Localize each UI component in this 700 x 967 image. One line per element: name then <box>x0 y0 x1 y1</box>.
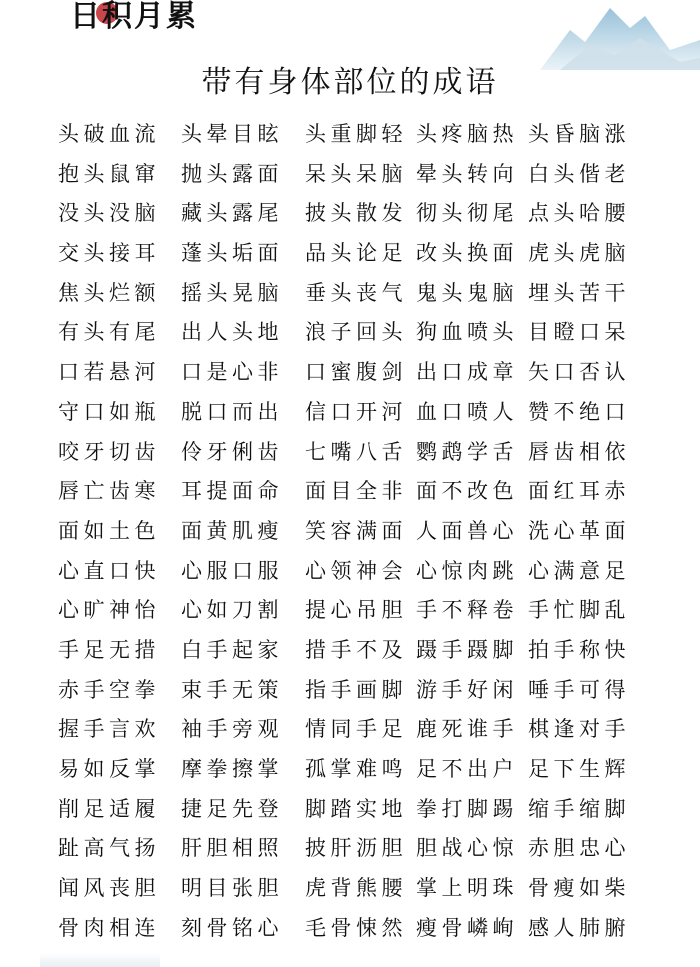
idiom-row <box>0 114 700 154</box>
idiom-item: 毛骨悚然 <box>305 915 407 940</box>
idiom-item: 白手起家 <box>181 637 283 662</box>
idiom-item: 摇头晃脑 <box>181 280 283 305</box>
idiom-item: 伶牙俐齿 <box>181 439 283 464</box>
idiom-item: 唇亡齿寒 <box>58 479 160 504</box>
idiom-item: 头重脚轻 <box>305 122 407 146</box>
idiom-item: 蓬头垢面 <box>181 241 283 266</box>
idiom-row <box>0 352 700 392</box>
idiom-item: 埋头苦干 <box>528 280 630 305</box>
idiom-item: 面黄肌瘦 <box>181 518 283 543</box>
idiom-item: 头昏脑涨 <box>528 122 630 146</box>
idiom-item: 蹑手蹑脚 <box>416 637 518 662</box>
idiom-item: 浪子回头 <box>305 320 407 345</box>
idiom-item: 有头有尾 <box>58 320 160 345</box>
idiom-item: 交头接耳 <box>58 241 160 266</box>
idiom-item: 手足无措 <box>58 637 160 662</box>
idiom-item: 指手画脚 <box>305 677 407 702</box>
idiom-grid <box>0 114 700 947</box>
idiom-item: 头疼脑热 <box>416 122 518 146</box>
idiom-item: 品头论足 <box>305 241 407 266</box>
idiom-item: 虎头虎脑 <box>528 241 630 266</box>
idiom-item: 掌上明珠 <box>416 876 518 901</box>
idiom-item: 摩拳擦掌 <box>181 757 283 781</box>
idiom-item: 趾高气扬 <box>58 836 160 861</box>
idiom-item: 信口开河 <box>305 399 407 424</box>
idiom-item: 足不出户 <box>416 757 518 781</box>
idiom-item: 耳提面命 <box>181 479 283 504</box>
idiom-item: 心旷神怡 <box>58 598 160 623</box>
idiom-item: 彻头彻尾 <box>416 201 518 226</box>
idiom-row <box>0 312 700 352</box>
idiom-item: 削足适履 <box>58 796 160 821</box>
idiom-item: 面红耳赤 <box>528 479 630 504</box>
idiom-item: 面不改色 <box>416 479 518 504</box>
idiom-row <box>0 154 700 194</box>
idiom-item: 咬牙切齿 <box>58 439 160 464</box>
idiom-item: 点头哈腰 <box>528 201 630 226</box>
idiom-item: 棋逢对手 <box>528 717 630 742</box>
idiom-item: 口若悬河 <box>58 360 160 385</box>
idiom-row <box>0 828 700 868</box>
idiom-item: 垂头丧气 <box>305 280 407 305</box>
idiom-row <box>0 392 700 432</box>
idiom-item: 心如刀割 <box>181 598 283 623</box>
idiom-item: 披肝沥胆 <box>305 836 407 861</box>
idiom-row <box>0 709 700 749</box>
idiom-item: 瘦骨嶙峋 <box>416 915 518 940</box>
idiom-item: 狗血喷头 <box>416 320 518 345</box>
idiom-item: 脚踏实地 <box>305 796 407 821</box>
idiom-item: 握手言欢 <box>58 717 160 742</box>
mountain-decoration-icon <box>530 0 700 70</box>
idiom-item: 虎背熊腰 <box>305 876 407 901</box>
idiom-item: 洗心革面 <box>528 518 630 543</box>
idiom-item: 晕头转向 <box>416 161 518 186</box>
idiom-item: 心惊肉跳 <box>416 558 518 583</box>
idiom-row <box>0 590 700 630</box>
idiom-item: 藏头露尾 <box>181 201 283 226</box>
idiom-item: 唾手可得 <box>528 677 630 702</box>
logo-text: 日积月累 <box>70 0 198 34</box>
idiom-item: 肝胆相照 <box>181 836 283 861</box>
idiom-item: 游手好闲 <box>416 677 518 702</box>
idiom-row <box>0 749 700 789</box>
idiom-item: 刻骨铭心 <box>181 915 283 940</box>
idiom-item: 赤胆忠心 <box>528 836 630 861</box>
idiom-item: 情同手足 <box>305 717 407 742</box>
idiom-item: 唇齿相依 <box>528 439 630 464</box>
idiom-item: 手不释卷 <box>416 598 518 623</box>
decorative-fade <box>40 953 160 967</box>
idiom-row <box>0 868 700 908</box>
idiom-item: 口是心非 <box>181 360 283 385</box>
idiom-item: 目瞪口呆 <box>528 320 630 345</box>
idiom-item: 鹿死谁手 <box>416 717 518 742</box>
idiom-item: 拍手称快 <box>528 637 630 662</box>
idiom-item: 口蜜腹剑 <box>305 360 407 385</box>
idiom-item: 手忙脚乱 <box>528 598 630 623</box>
idiom-item: 矢口否认 <box>528 360 630 385</box>
idiom-row <box>0 908 700 948</box>
idiom-item: 没头没脑 <box>58 201 160 226</box>
idiom-item: 捷足先登 <box>181 796 283 821</box>
idiom-item: 明目张胆 <box>181 876 283 901</box>
idiom-item: 面目全非 <box>305 479 407 504</box>
idiom-item: 披头散发 <box>305 201 407 226</box>
idiom-item: 抛头露面 <box>181 161 283 186</box>
idiom-item: 心满意足 <box>528 558 630 583</box>
idiom-item: 笑容满面 <box>305 518 407 543</box>
idiom-row <box>0 273 700 313</box>
idiom-item: 七嘴八舌 <box>305 439 407 464</box>
idiom-item: 心直口快 <box>58 558 160 583</box>
idiom-item: 心领神会 <box>305 558 407 583</box>
idiom-item: 袖手旁观 <box>181 717 283 742</box>
idiom-item: 措手不及 <box>305 637 407 662</box>
idiom-row <box>0 193 700 233</box>
idiom-item: 白头偕老 <box>528 161 630 186</box>
idiom-row <box>0 432 700 472</box>
idiom-item: 人面兽心 <box>416 518 518 543</box>
idiom-item: 赤手空拳 <box>58 677 160 702</box>
idiom-row <box>0 670 700 710</box>
idiom-item: 胆战心惊 <box>416 836 518 861</box>
idiom-item: 拳打脚踢 <box>416 796 518 821</box>
idiom-item: 孤掌难鸣 <box>305 757 407 781</box>
idiom-item: 守口如瓶 <box>58 399 160 424</box>
idiom-item: 面如土色 <box>58 518 160 543</box>
idiom-item: 束手无策 <box>181 677 283 702</box>
idiom-row <box>0 551 700 591</box>
idiom-item: 骨瘦如柴 <box>528 876 630 901</box>
idiom-row <box>0 471 700 511</box>
idiom-item: 出口成章 <box>416 360 518 385</box>
idiom-row <box>0 789 700 829</box>
brand-logo <box>70 0 200 40</box>
idiom-item: 出人头地 <box>181 320 283 345</box>
idiom-item: 焦头烂额 <box>58 280 160 305</box>
idiom-item: 提心吊胆 <box>305 598 407 623</box>
idiom-item: 赞不绝口 <box>528 399 630 424</box>
idiom-item: 脱口而出 <box>181 399 283 424</box>
idiom-item: 头破血流 <box>58 122 160 146</box>
idiom-item: 心服口服 <box>181 558 283 583</box>
idiom-item: 鬼头鬼脑 <box>416 280 518 305</box>
idiom-item: 呆头呆脑 <box>305 161 407 186</box>
idiom-item: 缩手缩脚 <box>528 796 630 821</box>
idiom-item: 感人肺腑 <box>528 915 630 940</box>
idiom-item: 易如反掌 <box>58 757 160 781</box>
idiom-row <box>0 233 700 273</box>
idiom-item: 足下生辉 <box>528 757 630 781</box>
idiom-item: 抱头鼠窜 <box>58 161 160 186</box>
idiom-row <box>0 630 700 670</box>
idiom-row <box>0 511 700 551</box>
idiom-item: 骨肉相连 <box>58 915 160 940</box>
idiom-item: 改头换面 <box>416 241 518 266</box>
idiom-item: 鹦鹉学舌 <box>416 439 518 464</box>
idiom-item: 头晕目眩 <box>181 122 283 146</box>
idiom-item: 闻风丧胆 <box>58 876 160 901</box>
idiom-item: 血口喷人 <box>416 399 518 424</box>
page-title: 带有身体部位的成语 <box>201 65 499 100</box>
